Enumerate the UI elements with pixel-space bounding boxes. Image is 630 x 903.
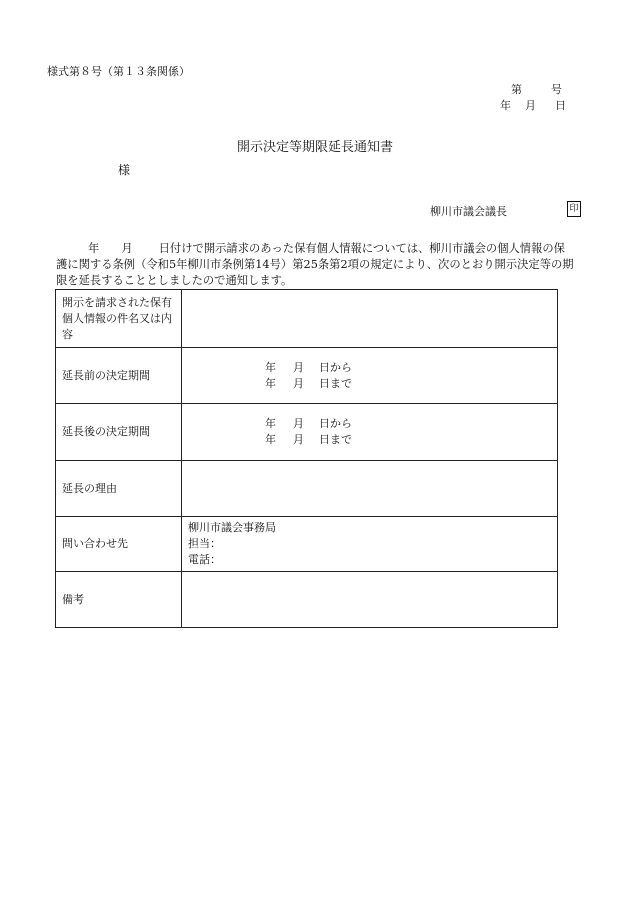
date-year: 年 <box>500 99 511 112</box>
body-text: 日付けで開示請求のあった保有個人情報については、柳川市議会の個人情報の保護に関する条例（令和5年柳川市条例第14号）第25条第2項の規定により、次のとおり開示決定等の期限を延長することとしましたので通知します。 <box>56 242 574 287</box>
document-title: 開示決定等期限延長通知書 <box>236 140 393 155</box>
period-before-from-year: 年 <box>265 360 276 374</box>
table-row <box>56 517 558 572</box>
row-value-reason[interactable] <box>182 461 558 517</box>
table-row <box>56 404 558 461</box>
period-before-to-month: 月 <box>293 376 304 390</box>
table-row <box>56 290 558 348</box>
date-day: 日 <box>555 99 566 112</box>
period-before-from-month: 月 <box>293 360 304 374</box>
period-after-to-month: 月 <box>293 433 304 446</box>
period-after-from-month: 月 <box>293 417 304 430</box>
period-after-to <box>265 432 551 448</box>
period-after-from <box>265 416 551 432</box>
period-after-to-day: 日まで <box>319 433 352 446</box>
form-number: 様式第８号（第１３条関係） <box>47 65 190 78</box>
row-value-period-before[interactable] <box>182 348 558 404</box>
doc-number-prefix: 第 <box>511 83 522 96</box>
form-table <box>55 289 558 628</box>
row-value-remarks[interactable] <box>182 572 558 628</box>
period-after-from-day: 日から <box>319 417 352 430</box>
table-row <box>56 572 558 628</box>
contact-office: 柳川市議会事務局 <box>188 521 276 534</box>
period-before-to <box>265 376 551 392</box>
period-after-from-year: 年 <box>265 417 276 430</box>
seal-mark: 印 <box>567 201 581 217</box>
table-row <box>56 348 558 404</box>
period-before-to-year: 年 <box>265 376 276 390</box>
row-label-period-after: 延長後の決定期間 <box>56 404 182 461</box>
period-before-to-day: 日まで <box>319 376 352 390</box>
date-month: 月 <box>525 99 536 112</box>
row-value-contact[interactable] <box>182 517 558 572</box>
body-year-unit: 年 <box>88 242 100 255</box>
row-label-reason: 延長の理由 <box>56 461 182 517</box>
doc-number-suffix: 号 <box>551 83 562 96</box>
contact-phone: 電話： <box>188 553 221 566</box>
row-label-contact: 問い合わせ先 <box>56 517 182 572</box>
period-before-from-day: 日から <box>319 360 352 374</box>
issuer-name: 柳川市議会議長 <box>430 205 507 218</box>
period-before-from <box>265 360 551 376</box>
row-label-subject: 開示を請求された保有個人情報の件名又は内容 <box>56 290 182 348</box>
row-value-subject[interactable] <box>182 290 558 348</box>
row-value-period-after[interactable] <box>182 404 558 461</box>
body-month-unit: 月 <box>121 242 133 255</box>
contact-person: 担当： <box>188 537 221 550</box>
row-label-period-before: 延長前の決定期間 <box>56 348 182 404</box>
recipient-suffix: 様 <box>118 163 131 177</box>
body-paragraph <box>56 241 576 289</box>
period-after-to-year: 年 <box>265 433 276 446</box>
table-row <box>56 461 558 517</box>
row-label-remarks: 備考 <box>56 572 182 628</box>
